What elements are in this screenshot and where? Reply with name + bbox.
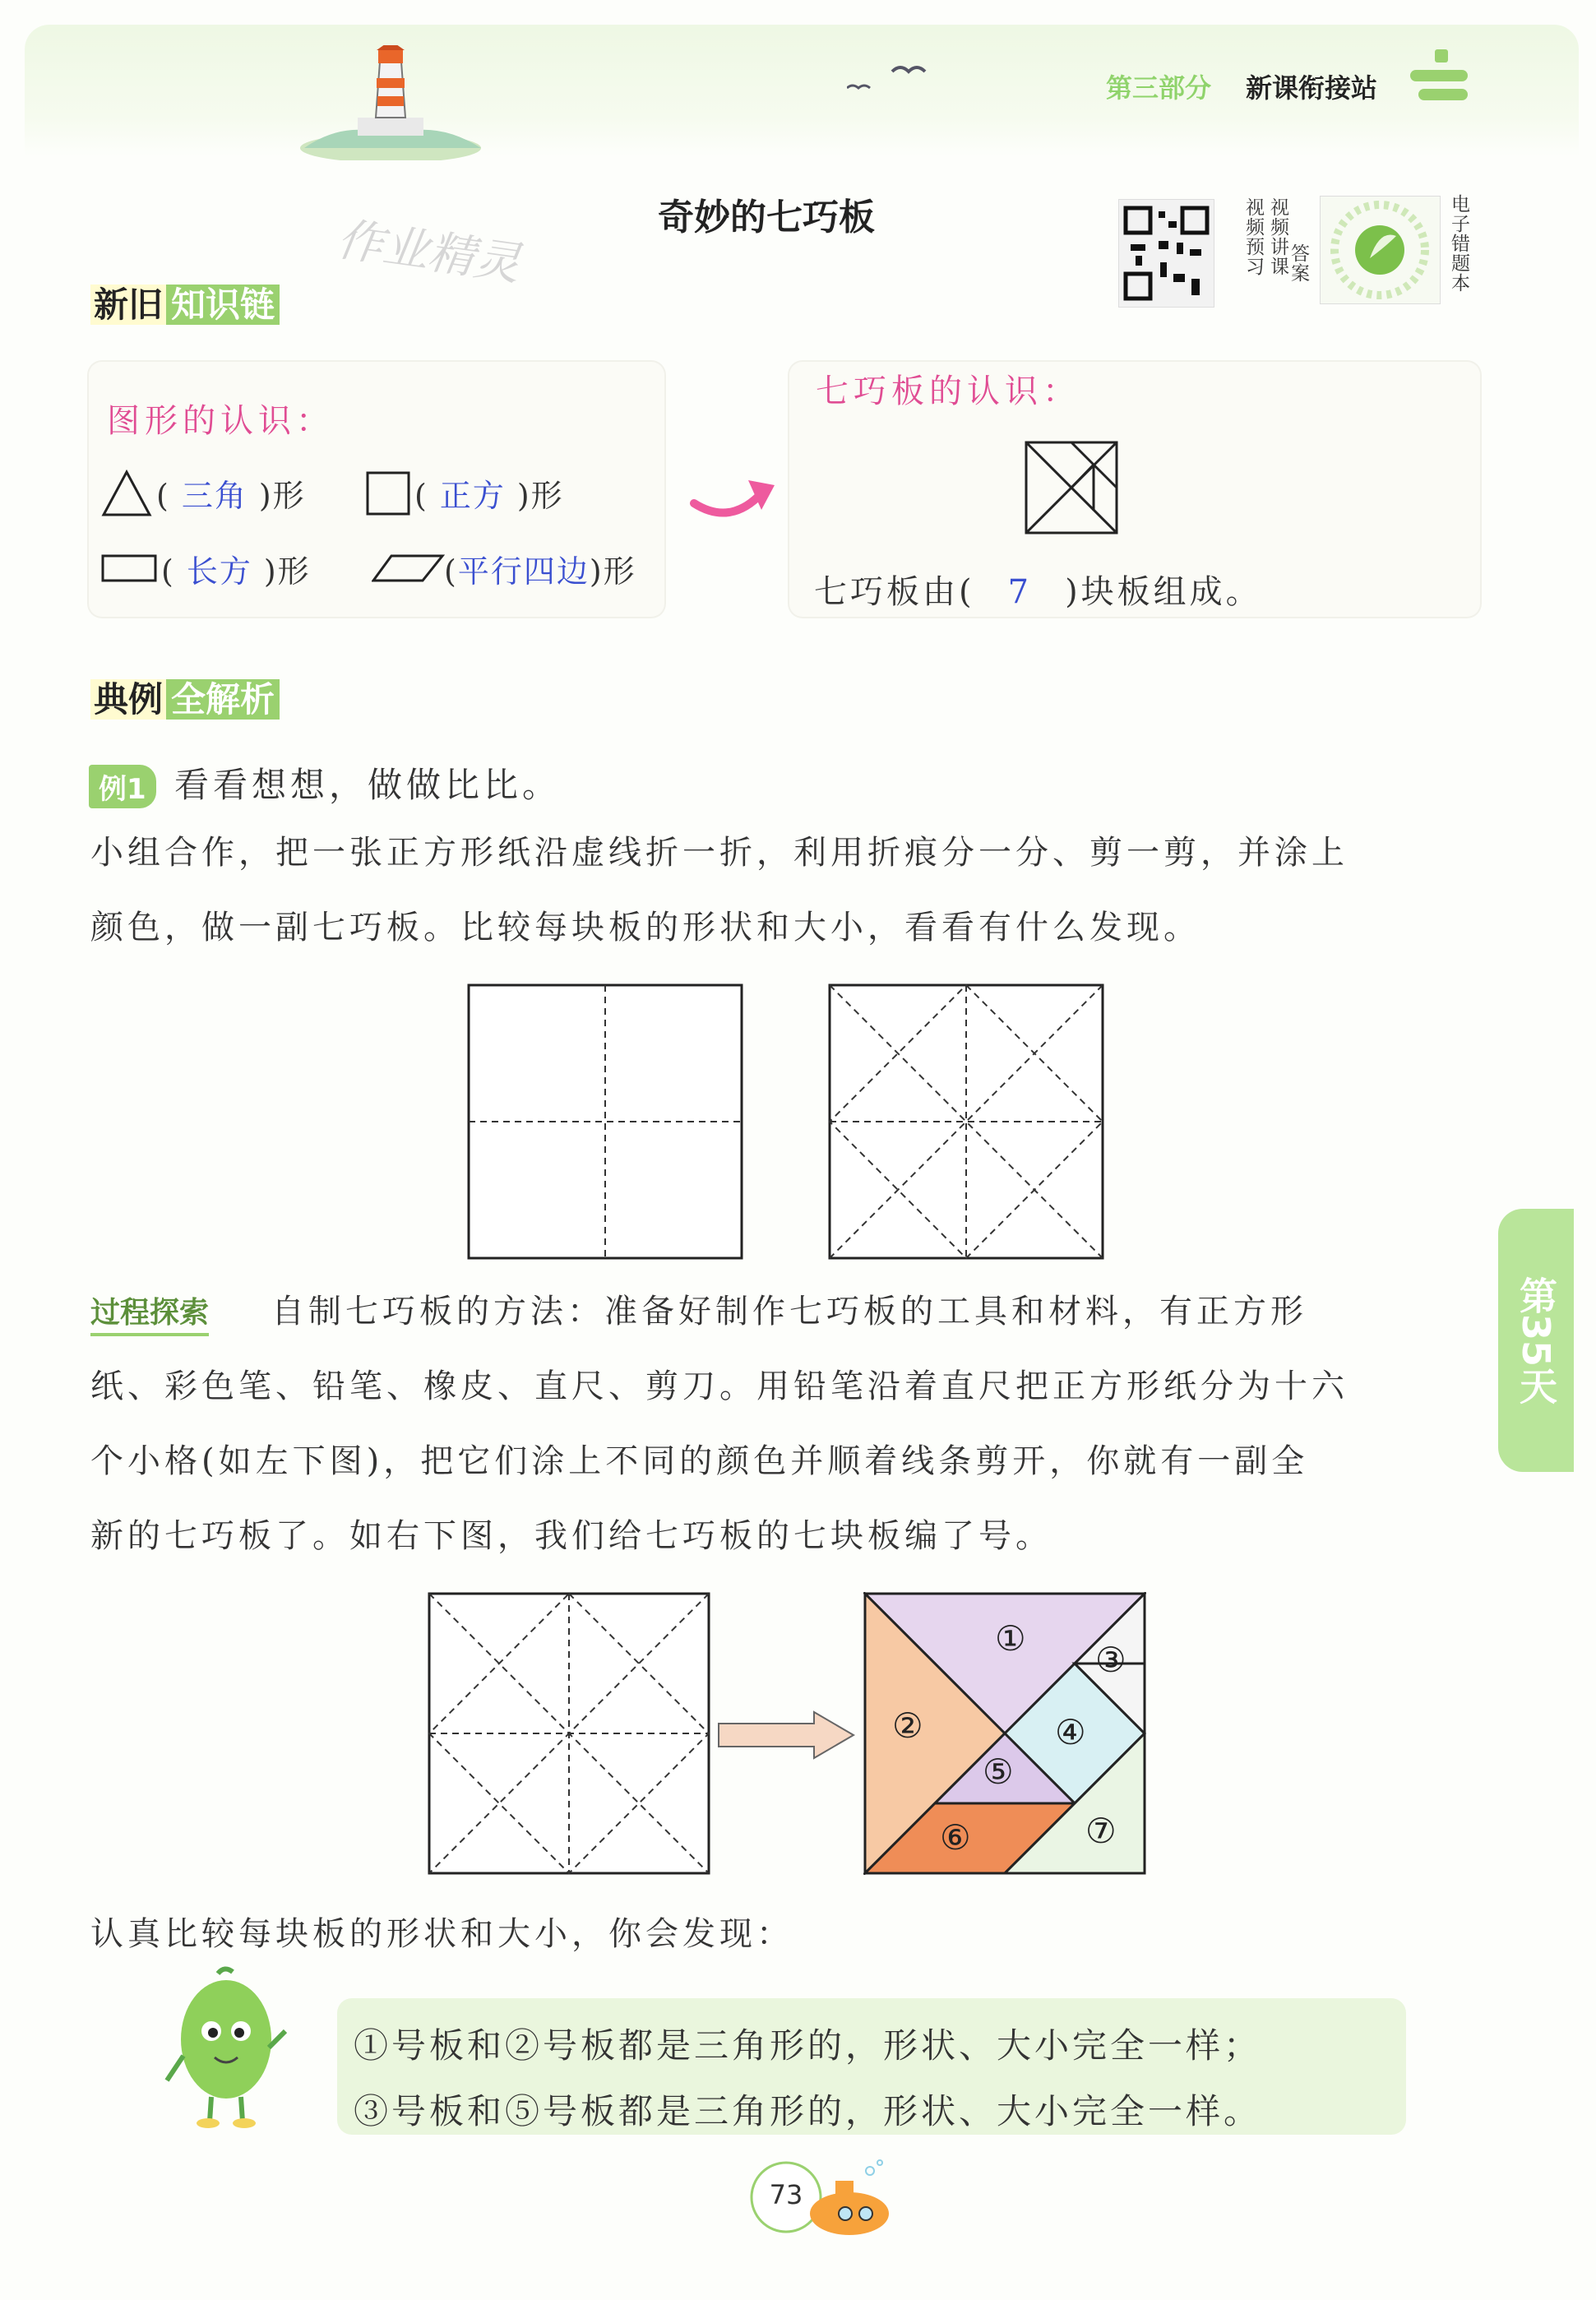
banner-dark-text: 新旧 — [90, 285, 166, 325]
fold-square-diagonals — [828, 983, 1104, 1260]
piece-label-3: ③ — [1095, 1640, 1126, 1680]
answer-label: 答案 — [1288, 243, 1309, 283]
piece-label-7: ⑦ — [1085, 1811, 1117, 1851]
piece-label-4: ④ — [1055, 1712, 1086, 1752]
rectangle-icon — [100, 553, 160, 585]
mascot-pepper-illustration — [160, 1965, 292, 2130]
shape-row-rectangle: ( 长方 )形 — [161, 553, 311, 590]
findings-list — [354, 2013, 1261, 2145]
finding-item: ③号板和⑤号板都是三角形的，形状、大小完全一样。 — [354, 2091, 1262, 2131]
lighthouse-illustration — [296, 45, 485, 160]
process-line: 新的七巧板了。如右下图，我们给七巧板的七块板编了号。 — [90, 1517, 1052, 1555]
paragraph-line: 颜色，做一副七巧板。比较每块板的形状和大小，看看有什么发现。 — [90, 909, 1200, 946]
banner-dark-text: 典例 — [90, 679, 166, 720]
page-number: 73 — [769, 2179, 803, 2210]
qr-code-video[interactable] — [1118, 199, 1214, 308]
tangram-outline-icon — [1024, 440, 1121, 537]
finding-item: ①号板和②号板都是三角形的，形状、大小完全一样； — [354, 2025, 1262, 2066]
example-title: 看看想想，做做比比。 — [174, 765, 562, 805]
parallelogram-icon — [372, 553, 446, 585]
qr-label-lecture: 视频讲课 — [1267, 197, 1288, 276]
example-tag: 例1 — [89, 765, 156, 808]
banner-light-text: 全解析 — [166, 679, 280, 720]
example-paragraph — [90, 816, 1349, 965]
shape-row-triangle: ( 三角 )形 — [156, 478, 306, 514]
watermark: 作业精灵 — [333, 212, 524, 292]
qr-label-preview: 视频预习 — [1242, 197, 1264, 276]
section-banner-examples — [90, 673, 280, 719]
ebook-label: 电子错题本 — [1448, 194, 1469, 293]
tangram-title: 七巧板的认识： — [816, 373, 1080, 410]
station-label: 新课衔接站 — [1246, 72, 1378, 104]
fold-square-quarters — [467, 983, 743, 1260]
compare-prompt: 认真比较每块板的形状和大小，你会发现： — [90, 1915, 793, 1953]
piece-label-5: ⑤ — [983, 1752, 1014, 1792]
process-tag: 过程探索 — [90, 1289, 209, 1336]
process-line: 自制七巧板的方法：准备好制作七巧板的工具和材料，有正方形 — [271, 1293, 1307, 1330]
triangle-icon — [100, 469, 153, 518]
shape-row-parallelogram: (平行四边)形 — [444, 553, 636, 590]
right-arrow-icon — [715, 1710, 859, 1760]
banner-light-text: 知识链 — [166, 285, 280, 325]
square-icon — [365, 470, 411, 516]
day-side-tab: 第35天 — [1498, 1209, 1574, 1472]
process-line: 纸、彩色笔、铅笔、橡皮、直尺、剪刀。用铅笔沿着直尺把正方形纸分为十六 — [90, 1368, 1349, 1405]
section-banner-knowledge — [90, 278, 280, 324]
paragraph-line: 小组合作，把一张正方形纸沿虚线折一折，利用折痕分一分、剪一剪，并涂上 — [90, 834, 1349, 872]
page-title: 奇妙的七巧板 — [658, 197, 875, 238]
ebook-logo-icon — [1321, 197, 1440, 303]
pink-arrow-icon — [689, 469, 779, 526]
piece-label-2: ② — [892, 1705, 923, 1746]
tangram-count-sentence: 七巧板由( 7 )块板组成。 — [814, 573, 1262, 611]
qr-code-ebook[interactable] — [1320, 196, 1441, 304]
shape-title: 图形的认识： — [107, 402, 334, 440]
piece-label-6: ⑥ — [940, 1817, 971, 1858]
part-label: 第三部分 — [1106, 72, 1212, 104]
shape-row-square: ( 正方 )形 — [414, 478, 564, 514]
birds-illustration — [847, 51, 929, 100]
process-line: 个小格(如左下图)，把它们涂上不同的颜色并顺着线条剪开，你就有一副全 — [90, 1442, 1309, 1480]
qr-pattern-icon — [1119, 200, 1214, 307]
station-logo-icon — [1406, 49, 1472, 107]
piece-label-1: ① — [995, 1618, 1026, 1659]
sixteen-grid-square — [428, 1592, 710, 1875]
